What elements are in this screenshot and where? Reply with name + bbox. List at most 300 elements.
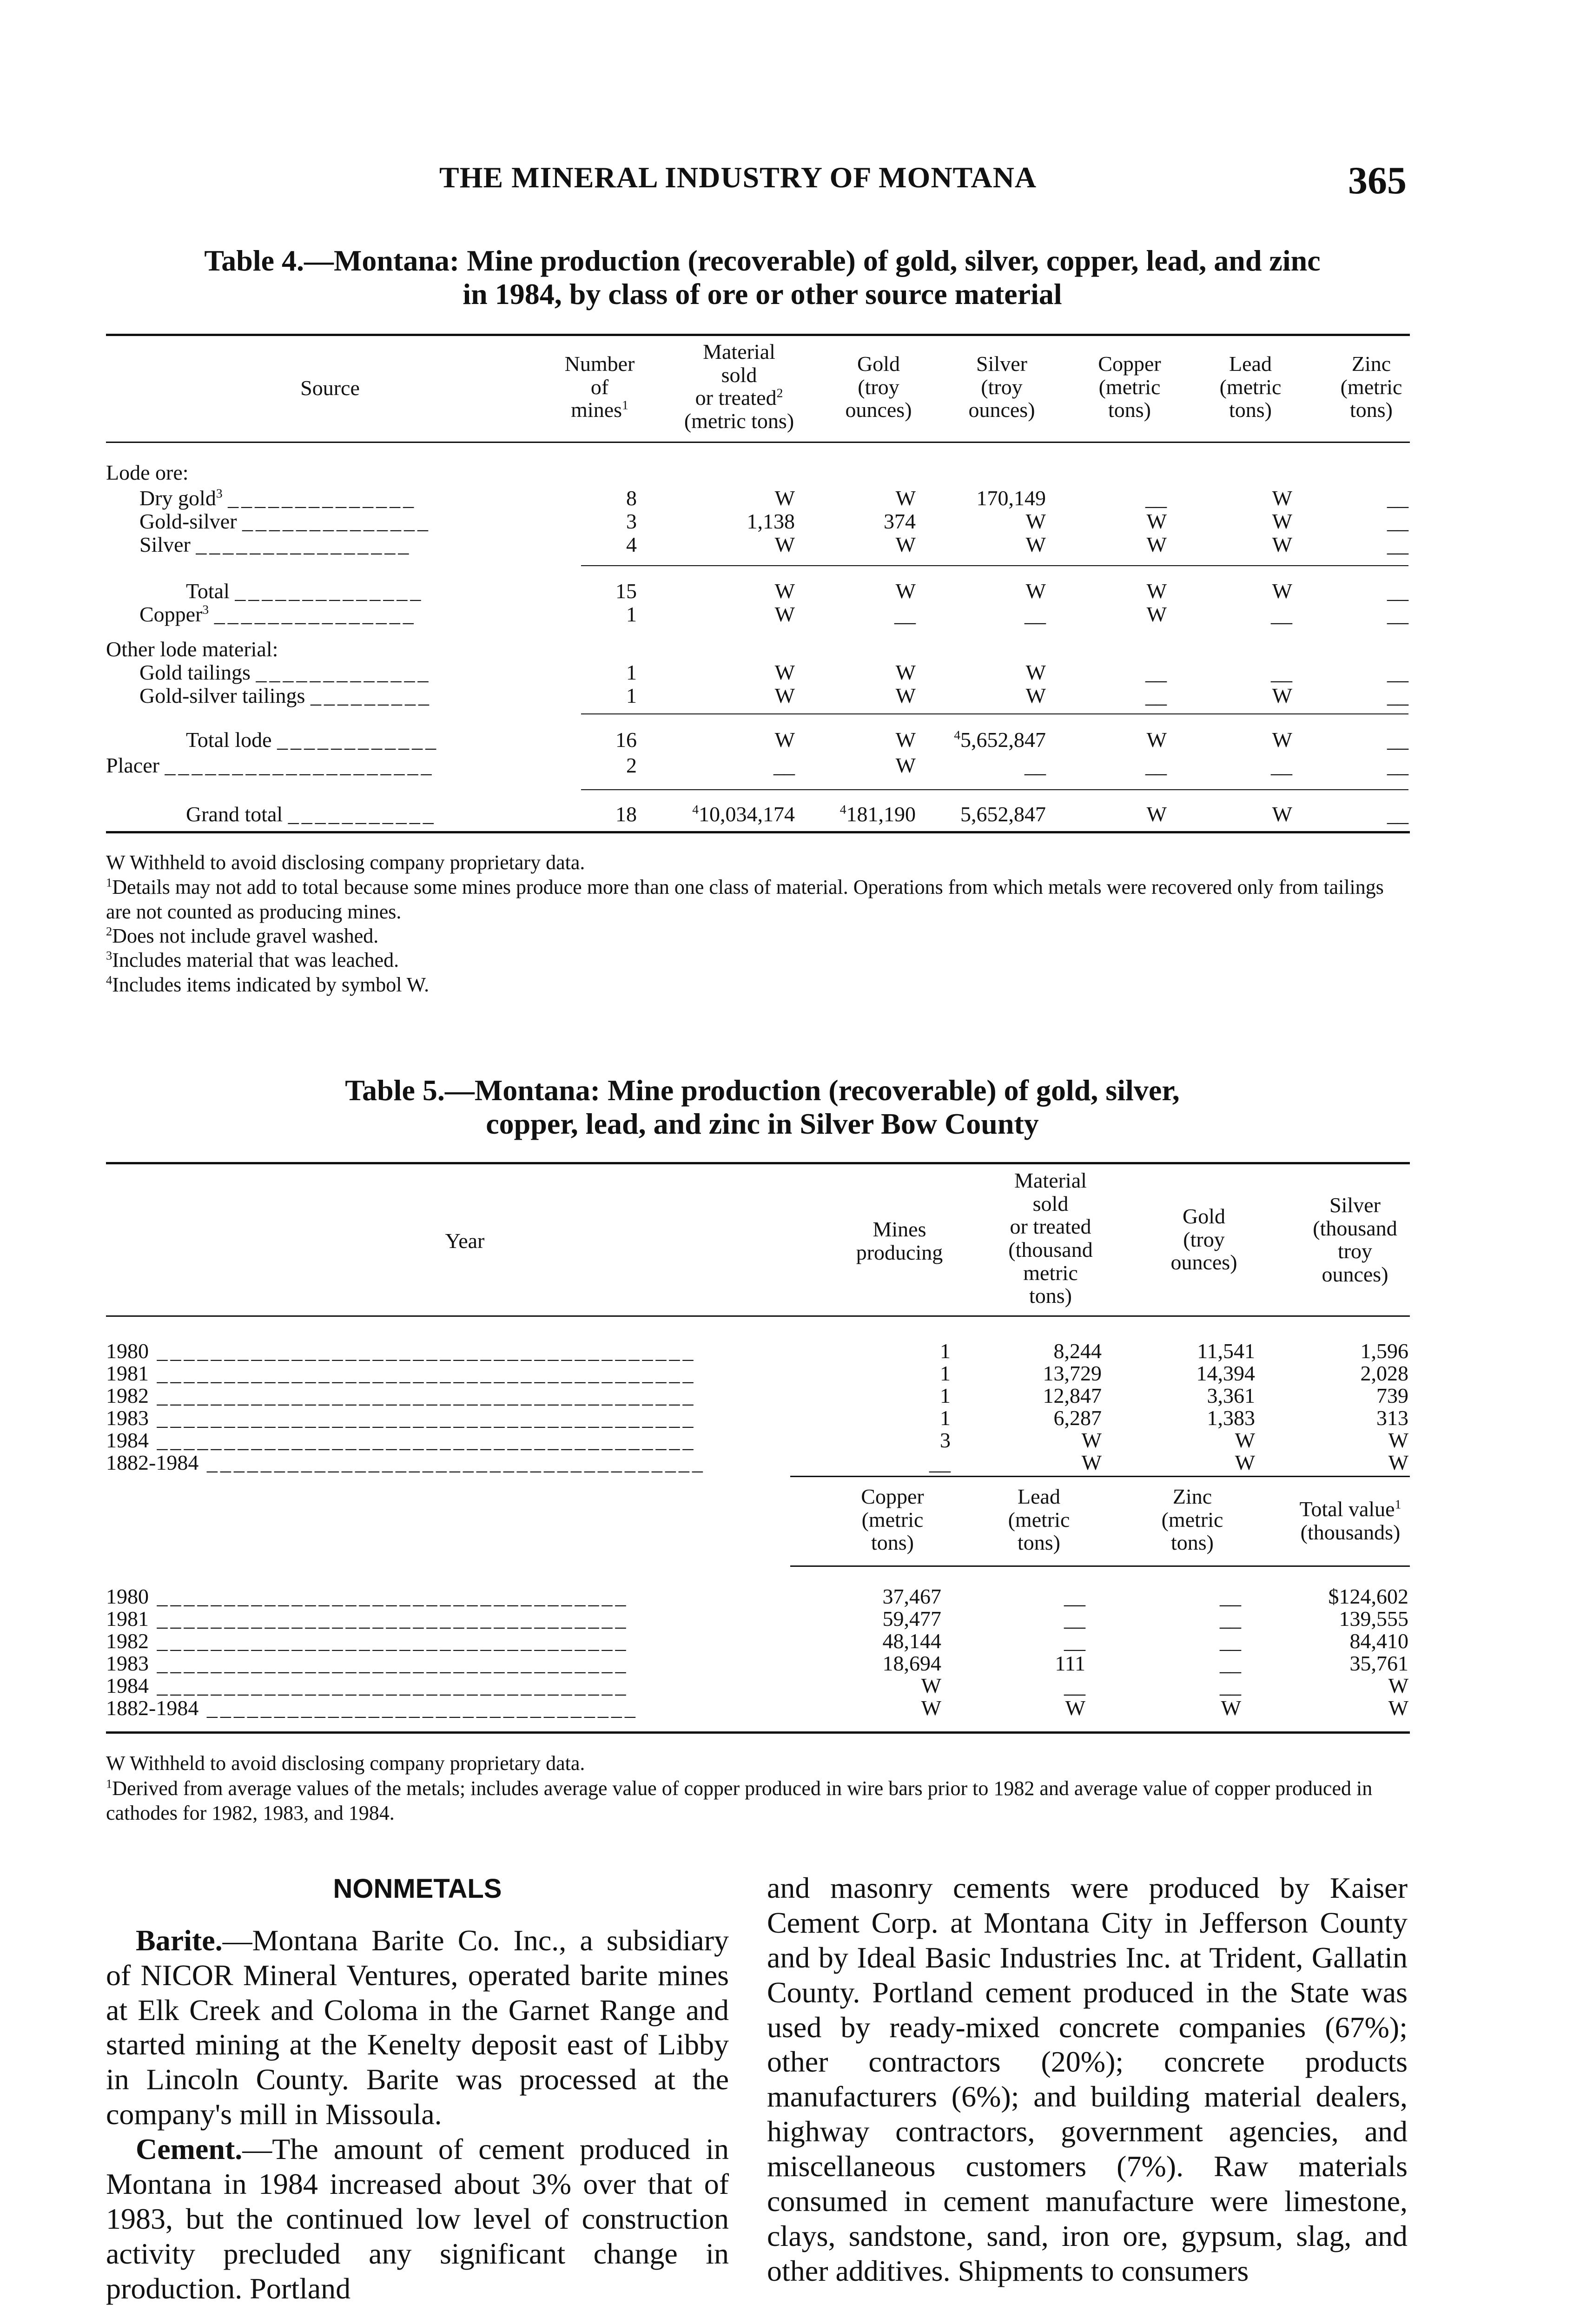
t4-row-label-text: Placer [106,753,159,777]
page-number: 365 [1348,159,1407,202]
t4-cell-value: __ [1145,684,1167,707]
t5-header-gold: Gold (troy ounces) [1170,1204,1237,1274]
t5-footnote-text: Derived from average values of the metals; includes average value of copper produced in wire bars prior to 1982 and average value of copper produced in cathodes for 1982, 1983, and 1984. [106,1777,1373,1824]
t4-header-silver: Silver (troy ounces) [968,352,1035,422]
t4-cell-silver [960,802,1046,826]
t4-row-label [139,660,431,685]
t4-cell-lead [1272,802,1292,826]
t5-row-leader: ________________________________________ [149,1339,696,1363]
t5-footnote [106,1776,1412,1826]
t5-year-text: 1980 [106,1339,149,1363]
t4-cell-copper [1147,579,1167,603]
t5-cell-mines: 1 [940,1406,951,1430]
table5-caption-line1: Table 5.—Montana: Mine production (recoverable) of gold, silver, [345,1074,1180,1107]
t4-cell-silver [1025,602,1046,627]
t4-footnote [106,973,1412,997]
t4-cell-zinc [1387,579,1408,603]
t5-cell-silver: 2,028 [1360,1361,1408,1385]
t4-footnote-text: Includes items indicated by symbol W. [112,973,430,996]
t4-row-label-text: Silver [139,533,191,556]
t4-cell-value: __ [894,602,916,626]
t4-header-mines: Number of mines$^1$ [564,352,635,422]
t5-year-text: 1984 [106,1428,149,1452]
t4-cell-value: W [774,579,795,603]
t4-cell-lead [1272,509,1292,534]
t4-row-leader: ___________ [288,802,436,826]
t5-cell-zinc: W [1221,1696,1241,1720]
barite-runin: Barite. [136,1923,223,1957]
t4-cell-value: W [774,728,795,752]
t4-row-label [139,486,416,510]
t4-cell-value: __ [773,753,795,777]
t4-cell-material [773,753,795,778]
table5-caption [232,1074,1292,1140]
t4-cell-value: W [1272,684,1292,707]
t4-cell-zinc [1387,683,1408,708]
t4-cell-material [775,660,795,685]
t4-footnote-text: Details may not add to total because some mines produce more than one class of material. Operations from which metals were recovered only from tailings are not counted as producing mines. [106,876,1384,923]
t4-cell-copper [1145,683,1167,708]
t4-cell-value: 1 [626,684,637,707]
t4-cell-copper [1147,727,1167,752]
t4-cell-value: 1 [626,660,637,684]
t4-row-leader: _____________ [256,660,431,684]
t5-cell-value: $124,602 [1328,1585,1408,1608]
t4-cell-silver [1026,660,1046,685]
t4-cell-value: W [1025,660,1046,684]
t4-cell-value: __ [1387,728,1408,752]
t4-cell-value: 2 [626,753,637,777]
t5-cell-silver: W [1388,1428,1408,1452]
t5-row-leader: ________________________________________ [149,1361,696,1385]
t4-row-leader: ______________ [242,509,431,533]
t4-cell-value: __ [1145,753,1167,777]
t4-header-source: Source [300,376,360,400]
t4-cell-mines [626,486,637,510]
t4-header-zinc: Zinc (metric tons) [1340,352,1402,422]
t4-cell-value: W [1272,509,1292,533]
t4-cell-value: W [774,602,795,626]
t4-cell-value: __ [1387,579,1408,603]
table5-bottom-rule [106,1731,1410,1734]
t4-cell-mines [615,802,637,826]
t4-cell-value: 170,149 [976,486,1046,510]
t4-cell-value: __ [1271,660,1292,684]
t4-cell-zinc [1387,660,1408,685]
t4-cell-material [775,486,795,510]
t4-row-footnote-mark: 3 [202,602,209,617]
t4-other-lode-label: Other lode material: [106,637,278,661]
t4-cell-copper [1145,753,1167,778]
t5-cell-copper: 59,477 [882,1607,941,1631]
t4-cell-material [775,532,795,557]
t4-cell-silver [954,727,1046,752]
t5-header-copper: Copper (metric tons) [861,1485,924,1555]
t5-cell-material: 13,729 [1043,1361,1102,1385]
t4-cell-value: W [774,684,795,707]
t5-cell-gold: 3,361 [1207,1384,1255,1407]
t4-cell-zinc [1387,727,1408,752]
t4-row-label-text: Total lode [186,728,272,752]
t4-cell-value: __ [1387,660,1408,684]
t5-cell-mines: 1 [940,1384,951,1407]
t4-cell-value: 181,190 [846,802,916,826]
t4-cell-silver [977,486,1046,510]
t5-cell-lead: __ [1064,1607,1085,1631]
t5-year-text: 1981 [106,1607,149,1631]
t4-header-lead: Lead (metric tons) [1219,352,1282,422]
t4-cell-footnote-mark: 4 [692,802,699,817]
t5-row-leader: ________________________________________ [149,1428,696,1452]
t4-cell-value: W [895,753,916,777]
t4-cell-value: __ [1025,602,1046,626]
t4-cell-footnote-mark: 4 [954,727,960,742]
t4-cell-silver [1025,753,1046,778]
t4-footnote-text: Does not include gravel washed. [112,924,379,947]
t4-cell-copper [1145,660,1167,685]
t4-cell-material [775,683,795,708]
t5-cell-value: 35,761 [1349,1651,1408,1675]
t4-cell-value: __ [1271,602,1292,626]
t4-row-leader: _______________ [214,602,416,626]
t4-cell-value: W [1272,802,1292,826]
t4-cell-value: W [1272,728,1292,752]
t4-cell-value: W [895,684,916,707]
t5-year-label [106,1696,638,1720]
table4-caption [93,244,1432,310]
table4-header-rule [106,442,1410,443]
t4-cell-value: W [1272,533,1292,556]
t4-row-label-text: Gold tailings [139,660,251,684]
t4-footnote [106,851,1412,875]
t4-cell-value: __ [1145,486,1167,510]
t5-row-leader: ___________________________________ [149,1651,629,1675]
t4-cell-value: 1 [626,602,637,626]
t4-row-leader: ____________________ [165,753,435,777]
t4-cell-value: 4 [626,533,637,556]
t4-cell-silver [1026,683,1046,708]
t4-cell-mines [626,753,637,778]
t4-placer-rule [581,789,1408,790]
t4-cell-value: W [1272,579,1292,603]
t5-cell-value: W [1388,1674,1408,1697]
t4-cell-value: __ [1387,509,1408,533]
t4-cell-value: W [1025,684,1046,707]
cement-body: —The amount of cement produced in Montana in 1984 increased about 3% over that of 1983, but the continued low level of construction activity precluded any significant change in production. Portland [106,2133,729,2305]
t5-cell-gold: 11,541 [1197,1339,1255,1363]
t5-header-total-value: Total value$^1$ (thousands) [1299,1497,1401,1544]
table5-header2-rule [790,1565,1410,1567]
cement-paragraph [106,2132,729,2306]
t4-cell-lead [1272,683,1292,708]
t5-year-text: 1981 [106,1361,149,1385]
t4-row-leader: ______________ [228,486,417,510]
t4-cell-value: 15 [615,579,637,603]
t5-footnote-text: W Withheld to avoid disclosing company proprietary data. [106,1752,585,1775]
t4-cell-mines [626,683,637,708]
t5-cell-silver: 1,596 [1360,1339,1408,1363]
t4-row-label-text: Dry gold [139,486,216,510]
t4-footnote-mark: 2 [106,924,112,938]
right-column [767,1871,1408,2289]
t4-lode-ore-label: Lode ore: [106,461,189,484]
t4-row-footnote-mark: 3 [216,486,223,501]
t4-row-label [106,753,434,778]
t5-year-label [106,1406,696,1430]
t4-footnote [106,948,1412,973]
barite-paragraph [106,1923,729,2132]
t4-header-gold: Gold (troy ounces) [845,352,912,422]
t5-cell-value: W [1388,1696,1408,1720]
t4-row-label-text: Gold-silver tailings [139,684,305,707]
t4-cell-value: __ [1387,753,1408,777]
t4-cell-material [775,602,795,627]
t4-cell-mines [626,660,637,685]
t4-cell-value: W [1146,579,1167,603]
cement-continued-paragraph: and masonry cements were produced by Kaiser Cement Corp. at Montana City in Jefferson County and by Ideal Basic Industries Inc. at Trident, Gallatin County. Portland cement produced in the State was used by ready-mixed concrete companies (67%); other contractors (20%); concrete products manufacturers (6%); and building material dealers, highway contractors, government agencies, and miscellaneous customers (7%). Raw materials consumed in cement manufacture were limestone, clays, sandstone, sand, iron ore, gypsum, slag, and other additives. Shipments to consumers [767,1871,1408,2287]
t5-row-leader: ___________________________________ [149,1607,629,1631]
running-title: THE MINERAL INDUSTRY OF MONTANA [439,161,1037,194]
t4-cell-value: W [1025,533,1046,556]
t4-cell-gold [896,486,916,510]
t4-cell-silver [1026,579,1046,603]
t5-cell-material: W [1081,1428,1102,1452]
t4-cell-gold [896,660,916,685]
barite-body: —Montana Barite Co. Inc., a subsidiary of NICOR Mineral Ventures, operated barite mines at Elk Creek and Coloma in the Garnet Range and started mining at the Kenelty deposit east of Libby in Lincoln County. Barite was processed at the company's mill in Missoula. [106,1923,729,2131]
t5-year-label [106,1361,696,1386]
t5-cell-gold: W [1235,1451,1255,1474]
t5-cell-lead: 111 [1055,1651,1085,1675]
section-heading-nonmetals: NONMETALS [333,1874,502,1904]
t5-year-text: 1980 [106,1585,149,1608]
t4-cell-mines [626,532,637,557]
t5-header-mines: Mines producing [856,1217,943,1264]
t5-row-leader: ___________________________________ [149,1585,629,1608]
t4-footnote [106,924,1412,949]
t5-cell-zinc: __ [1220,1629,1241,1653]
t4-row-label [139,683,432,708]
t4-header-copper: Copper (metric tons) [1098,352,1161,422]
t5-year-text: 1982 [106,1384,149,1407]
t5-year-text: 1984 [106,1674,149,1697]
t5-row-leader: _____________________________________ [198,1451,706,1474]
t5-cell-material: 6,287 [1053,1406,1102,1430]
t5-cell-gold: 14,394 [1196,1361,1255,1385]
t4-cell-copper [1145,486,1167,510]
t4-row-label-text: Grand total [186,802,283,826]
t4-footnote-mark: 1 [106,875,112,890]
t4-row-label-text: Total [186,579,230,603]
t4-row-leader: _________ [310,684,432,707]
t4-cell-lead [1272,532,1292,557]
t4-cell-silver [1026,509,1046,534]
table5-header-rule [106,1315,1410,1317]
t4-cell-zinc [1387,753,1408,778]
t5-year-label [106,1584,629,1609]
t5-cell-lead: __ [1064,1585,1085,1608]
t5-row-leader: ________________________________________ [149,1406,696,1430]
t5-header-zinc: Zinc (metric tons) [1161,1485,1223,1555]
t4-row-leader: ____________ [277,728,439,752]
t5-cell-copper: W [921,1674,941,1697]
t4-cell-value: 16 [615,728,637,752]
t4-row-label [186,727,439,752]
t4-cell-value: W [895,533,916,556]
t4-row-label [139,509,431,534]
t5-year-label [106,1606,629,1631]
t5-cell-zinc: __ [1220,1674,1241,1697]
t5-cell-material: 8,244 [1053,1339,1102,1363]
t5-year-text: 1983 [106,1651,149,1675]
table5-top-rule [106,1162,1410,1164]
table4-caption-line1: Table 4.—Montana: Mine production (recoverable) of gold, silver, copper, lead, and zinc [204,244,1321,277]
t4-cell-value: 5,652,847 [960,728,1046,752]
table5-mid-rule [790,1476,1410,1477]
t4-cell-value: W [1025,509,1046,533]
t5-year-label [106,1383,696,1408]
t4-cell-value: W [1146,802,1167,826]
t4-cell-lead [1271,660,1292,685]
t4-cell-lead [1272,486,1292,510]
t5-cell-value: 84,410 [1349,1629,1408,1653]
t4-cell-value: 3 [626,509,637,533]
t5-footnote [106,1751,1412,1776]
t4-cell-value: __ [1025,753,1046,777]
t4-cell-value: 5,652,847 [960,802,1046,826]
t4-row-label [139,532,411,557]
t4-cell-zinc [1387,802,1408,826]
t5-row-leader: ___________________________________ [149,1629,629,1653]
t4-cell-copper [1147,532,1167,557]
t5-year-label [106,1339,696,1363]
t5-footnote-mark: 1 [106,1776,112,1791]
t4-cell-gold [896,683,916,708]
cement-runin: Cement. [136,2133,243,2166]
t4-cell-zinc [1387,509,1408,534]
t5-cell-copper: 18,694 [882,1651,941,1675]
t4-row-leader: ______________ [235,579,424,603]
t5-cell-value: 139,555 [1339,1607,1408,1631]
t4-cell-value: W [774,660,795,684]
t4-cell-gold [896,753,916,778]
t5-cell-copper: 48,144 [882,1629,941,1653]
t4-footnote-mark: 3 [106,948,112,963]
t4-cell-copper [1147,802,1167,826]
t4-cell-value: W [895,728,916,752]
t4-cell-copper [1147,509,1167,534]
t4-footnote-mark: 4 [106,973,112,987]
t4-cell-gold [896,579,916,603]
left-column [106,1873,729,2306]
t5-year-text: 1982 [106,1629,149,1653]
t4-cell-gold [894,602,916,627]
t5-cell-mines: 1 [940,1339,951,1363]
t4-cell-value: W [895,660,916,684]
t4-cell-value: W [1146,533,1167,556]
t4-cell-lead [1272,727,1292,752]
t5-cell-material: W [1081,1451,1102,1474]
t4-cell-material [692,802,795,826]
t4-cell-copper [1147,602,1167,627]
t4-cell-value: W [895,486,916,510]
t4-row-label [139,602,416,627]
t4-cell-mines [626,602,637,627]
t5-cell-copper: 37,467 [882,1585,941,1608]
t4-cell-mines [615,727,637,752]
t5-header-year: Year [445,1229,485,1253]
t5-cell-silver: W [1388,1451,1408,1474]
t4-cell-value: W [774,486,795,510]
t5-row-leader: ___________________________________ [149,1674,629,1697]
t4-cell-value: W [1146,728,1167,752]
t4-cell-material [747,509,795,534]
t4-cell-silver [1026,532,1046,557]
t5-header-material: Material sold or treated (thousand metric tons) [1008,1169,1093,1308]
t5-cell-mines: 3 [940,1428,951,1452]
t5-cell-zinc: __ [1220,1585,1241,1608]
table4-top-rule [106,334,1410,336]
t4-cell-value: W [774,533,795,556]
t5-row-leader: ________________________________________ [149,1384,696,1407]
t4-cell-value: W [1146,602,1167,626]
t5-cell-gold: 1,383 [1207,1406,1255,1430]
t5-cell-zinc: __ [1220,1607,1241,1631]
t4-cell-value: 18 [615,802,637,826]
t4-footnote-text: Includes material that was leached. [112,949,399,971]
t4-cell-mines [626,509,637,534]
t4-cell-value: 1,138 [747,509,795,533]
t5-row-leader: ________________________________ [198,1696,638,1720]
t4-cell-zinc [1387,486,1408,510]
t4-cell-material [775,579,795,603]
t4-cell-value: __ [1271,753,1292,777]
t5-year-text: 1983 [106,1406,149,1430]
t4-row-label [186,579,423,603]
t4-row-label [186,802,436,826]
t4-row-label-text: Copper [139,602,203,626]
t5-cell-lead: W [1065,1696,1085,1720]
t5-cell-lead: __ [1064,1629,1085,1653]
t4-cell-value: __ [1387,684,1408,707]
t4-subtotal-rule [581,565,1408,566]
t4-cell-zinc [1387,532,1408,557]
t4-cell-gold [896,532,916,557]
t5-cell-silver: 313 [1376,1406,1408,1430]
t4-cell-value: 8 [626,486,637,510]
t5-cell-mines: 1 [940,1361,951,1385]
t5-year-label [106,1673,629,1698]
t5-year-label [106,1629,629,1653]
t4-cell-value: 10,034,174 [699,802,795,826]
t5-cell-mines: __ [929,1451,951,1474]
t4-footnote-text: W Withheld to avoid disclosing company proprietary data. [106,851,585,874]
t5-cell-zinc: __ [1220,1651,1241,1675]
t5-cell-silver: 739 [1376,1384,1408,1407]
t4-footnote [106,875,1412,924]
t4-cell-value: __ [1387,486,1408,510]
t5-cell-material: 12,847 [1043,1384,1102,1407]
t5-year-label [106,1651,629,1676]
t4-cell-lead [1271,602,1292,627]
t4-cell-mines [615,579,637,603]
t5-cell-lead: __ [1064,1674,1085,1697]
t4-row-label-text: Gold-silver [139,509,237,533]
t4-cell-gold [840,802,916,826]
t4-cell-value: __ [1145,660,1167,684]
t5-year-text: 1882-1984 [106,1451,199,1474]
t4-cell-value: 374 [884,509,916,533]
t4-cell-gold [884,509,916,534]
